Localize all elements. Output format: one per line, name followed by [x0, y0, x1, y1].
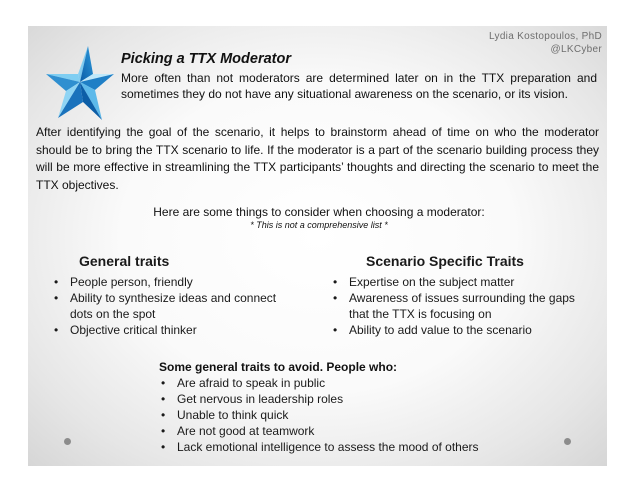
list-item: • Lack emotional intelligence to assess the mood of others — [159, 439, 539, 455]
star-icon — [44, 44, 116, 122]
body-paragraph: After identifying the goal of the scenario, it helps to brainstorm ahead of time on who the moderator should be to bring the TTX scenario to life. If the moderator is a part of the scenario building process they will be more effective in streamlining the TTX participants’ thoughts and directing the scenario to meet the TTX objectives. — [36, 125, 599, 192]
list-item: • Expertise on the subject matter — [331, 274, 581, 290]
list-item: • Ability to synthesize ideas and connect dots on the spot — [52, 290, 302, 322]
list-item: • People person, friendly — [52, 274, 302, 290]
disclaimer-note: * This is not a comprehensive list * — [250, 220, 388, 230]
author-block — [489, 30, 602, 56]
general-traits-heading: General traits — [79, 253, 170, 269]
author-handle: @LKCyber — [550, 44, 602, 55]
list-item: • Are not good at teamwork — [159, 423, 539, 439]
decorative-dot-right — [564, 438, 571, 445]
author-name: Lydia Kostopoulos, PhD — [489, 31, 602, 42]
list-item: • Awareness of issues surrounding the gaps that the TTX is focusing on — [331, 290, 581, 322]
avoid-title: Some general traits to avoid. People who: — [159, 360, 398, 374]
list-item: • Get nervous in leadership roles — [159, 391, 539, 407]
general-traits-list — [52, 274, 302, 338]
consider-line: Here are some things to consider when choosing a moderator: — [153, 205, 485, 219]
list-item: • Ability to add value to the scenario — [331, 322, 581, 338]
section-title: Picking a TTX Moderator — [121, 51, 291, 67]
decorative-dot-left — [64, 438, 71, 445]
specific-traits-list — [331, 274, 581, 338]
specific-traits-heading: Scenario Specific Traits — [366, 253, 524, 269]
intro-paragraph: More often than not moderators are determined later on in the TTX preparation and sometimes they do not have any situational awareness on the scenario, or its vision. — [121, 71, 597, 101]
avoid-list — [159, 375, 539, 455]
list-item: • Unable to think quick — [159, 407, 539, 423]
list-item: • Objective critical thinker — [52, 322, 302, 338]
list-item: • Are afraid to speak in public — [159, 375, 539, 391]
